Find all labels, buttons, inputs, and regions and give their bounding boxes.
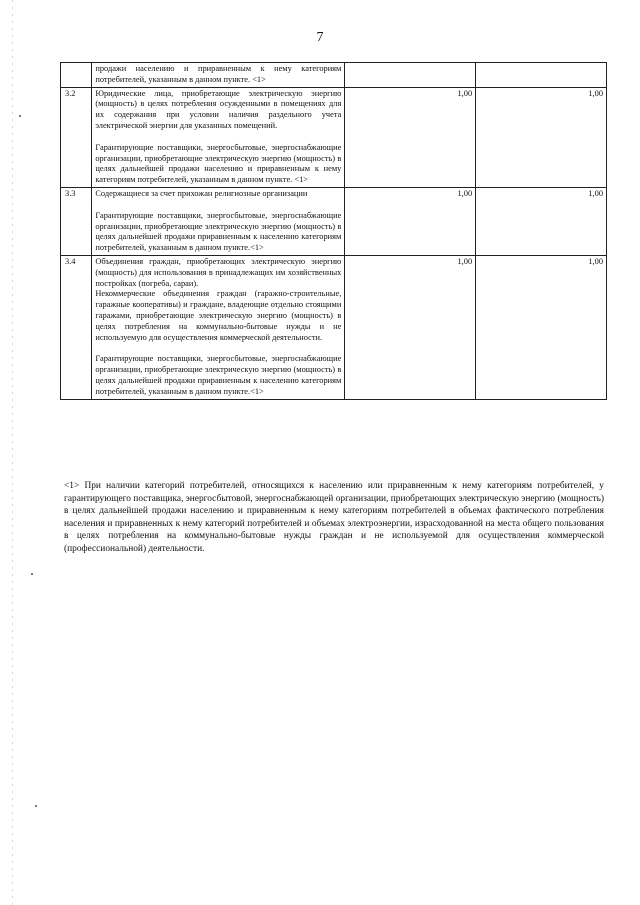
row-value1: 1,00 bbox=[345, 187, 476, 255]
page-number: 7 bbox=[316, 30, 324, 45]
row-description bbox=[92, 87, 345, 187]
row-value2 bbox=[476, 63, 607, 88]
table-row bbox=[61, 187, 607, 255]
row-description bbox=[92, 187, 345, 255]
table-row bbox=[61, 255, 607, 399]
description-paragraph: Гарантирующие поставщики, энергосбытовые, энергоснабжающие организации, приобретающие электрическую энергию (мощность) в целях дальнейшей продажи населению и приравненным к нему категориям потребителей, указанным в данном пункте. <1> bbox=[95, 142, 342, 185]
scan-speck bbox=[35, 805, 37, 807]
row-number: 3.4 bbox=[61, 255, 92, 399]
paragraph-gap bbox=[95, 200, 341, 211]
tariff-table bbox=[60, 62, 607, 400]
row-number bbox=[61, 63, 92, 88]
scan-speck bbox=[19, 115, 21, 117]
row-value1: 1,00 bbox=[345, 255, 476, 399]
table-row bbox=[61, 63, 607, 88]
row-value1: 1,00 bbox=[345, 87, 476, 187]
description-paragraph: Объединения граждан, приобретающих электрическую энергию (мощность) для использования в принадлежащих им хозяйственных постройках (погреба, сараи). bbox=[95, 256, 342, 288]
description-paragraph: Юридические лица, приобретающие электрическую энергию (мощность) в целях потребления осужденными в помещениях для их содержания при условии наличия раздельного учета электрической энергии для указанных помещений. bbox=[95, 88, 342, 130]
row-number: 3.3 bbox=[61, 187, 92, 255]
description-paragraph: Содержащиеся за счет прихожан религиозные организации bbox=[95, 188, 308, 198]
table-row bbox=[61, 87, 607, 187]
description-paragraph: Гарантирующие поставщики, энергосбытовые, энергоснабжающие организации, приобретающие электрическую энергию (мощность) в целях дальнейшей продажи приравненным к населению категориям потребителей, указанным в данном пункте.<1> bbox=[95, 210, 342, 253]
table-body bbox=[61, 63, 607, 400]
row-value2: 1,00 bbox=[476, 87, 607, 187]
row-number: 3.2 bbox=[61, 87, 92, 187]
row-value2: 1,00 bbox=[476, 187, 607, 255]
scan-speck bbox=[31, 573, 33, 575]
row-value2: 1,00 bbox=[476, 255, 607, 399]
description-paragraph: Некоммерческие объединения граждан (гаражно-строительные, гаражные кооперативы) и граждане, владеющие отдельно стоящими гаражами, приобретающие электрическую энергию (мощность) в целях потребления на коммунально-бытовые нужды и не используемую для осуществления коммерческой деятельности. bbox=[95, 289, 342, 342]
paragraph-gap bbox=[95, 343, 341, 354]
row-value1 bbox=[345, 63, 476, 88]
description-paragraph: Гарантирующие поставщики, энергосбытовые, энергоснабжающие организации, приобретающие электрическую энергию (мощность) в целях дальнейшей продажи приравненным к населению категориям потребителей, указанным в данном пункте.<1> bbox=[95, 354, 342, 396]
footnote: <1> При наличии категорий потребителей, относящихся к населению или приравненным к нему категориям потребителей, у гарантирующего поставщика, энергосбытовой, энергоснабжающей организации, приобретающих электрическую энергию (мощность) в целях дальнейшей продажи населению и приравненным к нему категориям потребителей в объемах фактического потребления населения и приравненных к нему категорий потребителей и объемах электроэнергии, израсходованной на места общего пользования в целях потребления на коммунально-бытовые нужды граждан и не используемой для осуществления коммерческой (профессиональной) деятельности. bbox=[64, 481, 604, 554]
scan-margin-line bbox=[12, 0, 13, 905]
row-description bbox=[92, 63, 345, 88]
paragraph-gap bbox=[95, 132, 341, 143]
description-paragraph: продажи населению и приравненным к нему категориям потребителей, указанным в данном пункте. <1> bbox=[95, 64, 342, 84]
row-description bbox=[92, 255, 345, 399]
